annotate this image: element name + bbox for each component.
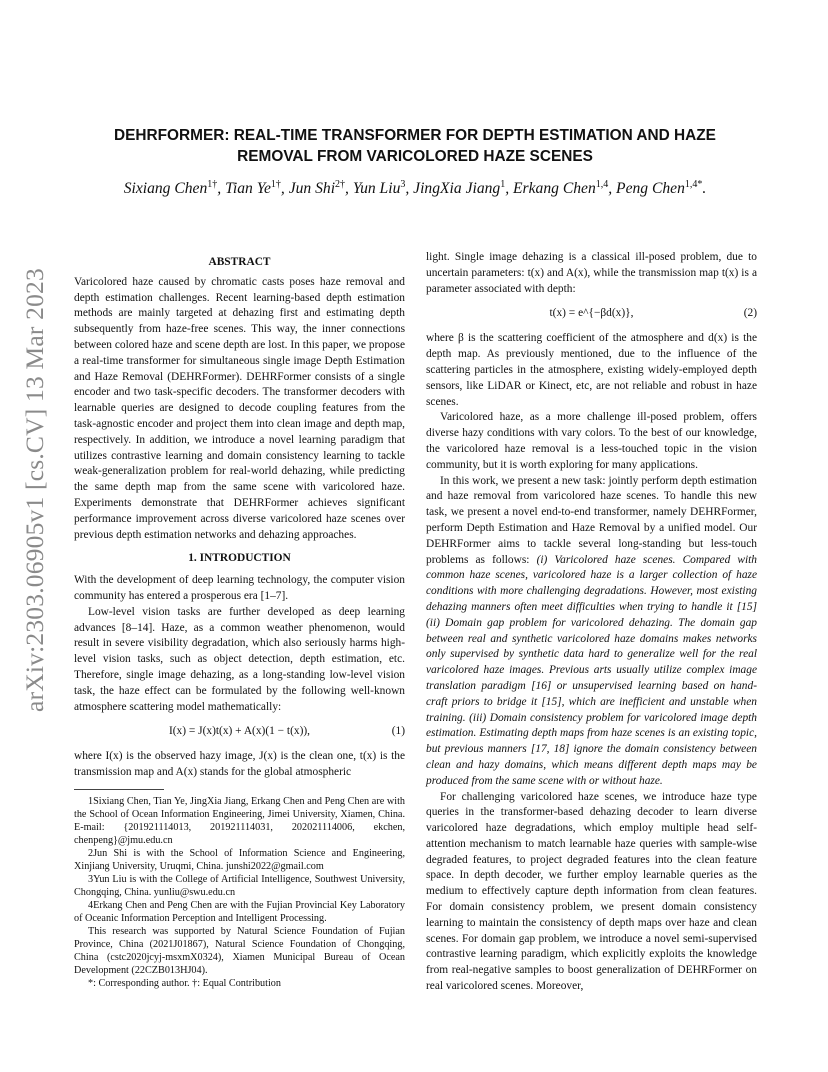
footnote-rule [74, 789, 164, 790]
body-paragraph: For challenging varicolored haze scenes, we introduce haze type queries in the transformer-based dehazing decoder to learn diverse varicolored haze degradations, which employ multiple head self-attention mechanism to match learnable haze queries with sample-wise degraded features, to project degraded features into the clean feature space. In depth decoder, we further employ learnable queries as the medium to effectively capture depth information from clean features. For domain consistency problem, we present domain consistency learning to maintain the consistency of depth maps over haze and clean scenes. For domain gap problem, we introduce a novel semi-supervised contrastive learning paradigm, which explicitly exploits the knowledge from real-negative samples to boost generalization of DEHRFormer on real varicolored scenes. Moreover, [426, 790, 757, 993]
intro-paragraph: where I(x) is the observed hazy image, J(x) is the clean one, t(x) is the transmission map and A(x) stands for the global atmospheric [74, 750, 405, 779]
equation-1 [74, 719, 405, 745]
footnote: This research was supported by Natural Science Foundation of Fujian Province, China (2021J01867), Natural Science Foundation of Chongqing, China (cstc2020jcyj-msxmX0324), Xiamen Municipal Bureau of Ocean Development (22CZB013HJ04). [74, 925, 405, 976]
left-column [74, 255, 405, 990]
equation-2-number: (2) [743, 307, 757, 320]
intro-paragraph: With the development of deep learning technology, the computer vision community has entered a prosperous era [1–7]. [74, 574, 405, 602]
arxiv-sidebar-stamp [12, 270, 58, 710]
author-affiliation: 1,4 [595, 179, 609, 190]
author-affiliation: 1† [207, 179, 218, 190]
footnote: *: Corresponding author. †: Equal Contribution [88, 977, 281, 989]
body-paragraph: light. Single image dehazing is a classical ill-posed problem, due to uncertain parameters: t(x) and A(x), while the transmission map t(x) is a parameter associated with depth: [426, 251, 757, 295]
section-heading-introduction: 1. INTRODUCTION [188, 552, 291, 565]
footnote: 3Yun Liu is with the College of Artificial Intelligence, Southwest University, Chongqing, China. yunliu@swu.edu.cn [74, 873, 405, 898]
author-list: Sixiang Chen$^{1\dagger}$, Tian $Ye^{1\dagger}$, Jun Shi$^{2\dagger}$, Yun Liu$^3$, JingXia Jiang$^1$, Erkang Chen$^{1,4}$, Peng Chen$^{1,4*}$. [123, 179, 707, 198]
equation-2 [426, 301, 757, 327]
author: JingXia Jiang [413, 180, 501, 198]
right-column [426, 250, 757, 995]
body-paragraph [426, 474, 757, 790]
author: Erkang Chen [513, 180, 596, 198]
author-affiliation: 2† [335, 179, 346, 190]
title-line-1: DEHRFORMER: REAL-TIME TRANSFORMER FOR DEPTH ESTIMATION AND HAZE [114, 127, 716, 144]
author-affiliation: 1 [500, 179, 506, 190]
author: Yun Liu [352, 180, 401, 198]
author-affiliation: 1,4* [684, 179, 703, 190]
author: Sixiang Chen [123, 180, 208, 198]
author-affiliation: 1† [270, 179, 281, 190]
title-line-2: REMOVAL FROM VARICOLORED HAZE SCENES [237, 148, 593, 165]
body-text-italic: (i) Varicolored haze scenes. Compared with common haze scenes, varicolored haze is a larger collection of haze conditions with more challenging degradations. However, most existing dehazing manners often meet difficulties when trying to handle it [15] (ii) Domain gap problem for varicolored dehazing. The domain gap between real and synthetic varicolored haze domains makes networks only supervised by synthetic data hard to generalize well for the real varicolored haze images. Previous arts usually utilize complex image translation paradigm [16] or unsupervised learning based on hand-craft priors to bridge it [15], which are inefficient and unstable when training. (iii) Domain consistency problem for varicolored image depth estimation. Estimating depth maps from haze scenes is an existing topic, but previous manners [17, 18] ignore the domain consistency between clean and hazy domains, which means different depth maps may be produced from the same scene with or without haze. [426, 553, 757, 787]
body-paragraph: where β is the scattering coefficient of the atmosphere and d(x) is the depth map. As previously mentioned, due to the influence of the scattering particles in the atmosphere, existing widely-employed depth sensors, like LiDAR or Kinect, etc, are not reliable and robust in haze scenes. [426, 332, 757, 408]
footnote: 2Jun Shi is with the School of Information Science and Engineering, Xinjiang University, Uruqmi, China. junshi2022@gmail.com [74, 847, 405, 872]
author-affiliation: 3 [400, 179, 406, 190]
author: Jun Shi [288, 180, 336, 198]
intro-paragraph: Low-level vision tasks are further developed as deep learning advances [8–14]. Haze, as a common weather phenomenon, would result in severe visibility degradation, which also seriously harms high-level vision tasks, such as object detection, depth estimation, etc. Therefore, single image dehazing, as a long-standing low-level vision task, the haze effect can be formulated by the following well-known atmosphere scattering model mathematically: [74, 605, 405, 713]
footnote: 4Erkang Chen and Peng Chen are with the Fujian Provincial Key Laboratory of Oceanic Information Perception and Intelligent Processing. [74, 899, 405, 924]
body-text: In this work, we present a new task: jointly perform depth estimation and haze removal from varicolored haze scenes. To handle this new task, we present a novel end-to-end transformer, namely DEHRFormer, perform Depth Estimation and Haze Removal by a unified model. Our DEHRFormer aims to tackle several long-standing but less-touch problems as follows: [426, 474, 757, 566]
author: Peng Chen [616, 180, 685, 198]
arxiv-identifier: arXiv:2303.06905v1 [cs.CV] 13 Mar 2023 [20, 268, 49, 712]
equation-1-expression: I(x) = J(x)t(x) + A(x)(1 − t(x)), [168, 725, 311, 738]
paper-title [70, 125, 760, 167]
equation-2-expression: t(x) = e^{−βd(x)}, [549, 307, 634, 320]
abstract-heading: ABSTRACT [208, 256, 271, 268]
author: Tian Ye [225, 180, 271, 198]
abstract-text: Varicolored haze caused by chromatic casts poses haze removal and depth estimation challenges. Recent learning-based depth estimation methods are mainly targeted at dehazing first and estimating depth subsequently from haze-free scenes. This way, the inner connections between colored haze and scene depth are lost. In this paper, we propose a real-time transformer for simultaneous single image Depth Estimation and Haze Removal (DEHRFormer). DEHRFormer consists of a single encoder and two task-specific decoders. The transformer decoders with learnable queries are designed to decode coupling features from the task-agnostic encoder and project them into clean image and depth map, respectively. In addition, we introduce a novel learning paradigm that utilizes contrastive learning and domain consistency learning to tackle weak-generalization problem for real-world dehazing, while predicting the same depth map from the same scene with varicolored haze. Experiments demonstrate that DEHRFormer achieves significant performance improvement across diverse varicolored haze scenes over previous depth estimation networks and dehazing approaches. [74, 275, 405, 541]
equation-1-number: (1) [391, 725, 405, 738]
footnote: 1Sixiang Chen, Tian Ye, JingXia Jiang, Erkang Chen and Peng Chen are with the School of Ocean Information Engineering, Jimei University, Xiamen, China. E-mail: {201921114013, 201921114031, 202021114006, ekchen, chenpeng}@jmu.edu.cn [74, 795, 405, 846]
body-paragraph: Varicolored haze, as a more challenge ill-posed problem, offers diverse hazy conditions with vary colors. To the best of our knowledge, the varicolored haze removal is a less-touched topic in the vision community, but it is worth exploring for many applications. [426, 411, 757, 471]
